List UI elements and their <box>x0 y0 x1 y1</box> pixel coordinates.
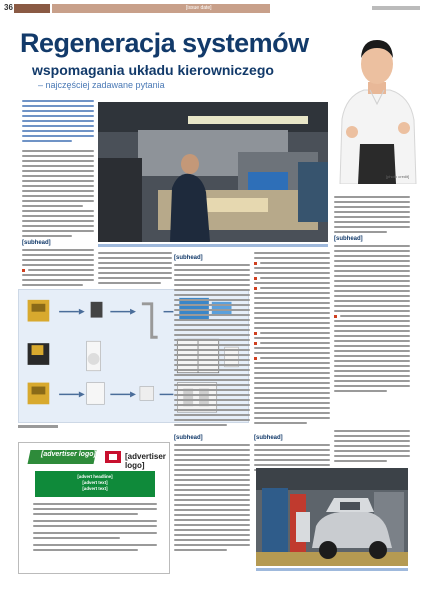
photo-credit: [photo credit] <box>386 174 410 179</box>
subhead: [subhead] <box>174 255 203 261</box>
photo-caption <box>256 568 408 571</box>
article-subtitle: wspomagania układu kierowniczego <box>32 62 274 78</box>
ad-banner <box>35 471 155 497</box>
body-column-3 <box>174 252 250 429</box>
subhead: [subhead] <box>22 240 51 246</box>
subhead: [subhead] <box>334 236 363 242</box>
ad-banner-line: [advert text] <box>82 486 108 491</box>
subhead: [subhead] <box>174 435 203 441</box>
partner-logo-text: [advertiser logo] <box>125 452 166 470</box>
lead-paragraph <box>22 100 94 145</box>
article-tagline: – najczęściej zadawane pytania <box>38 80 165 90</box>
body-column-6 <box>174 432 250 554</box>
page-header <box>0 0 432 16</box>
ad-body <box>33 503 157 554</box>
author-photo <box>330 24 424 184</box>
body-column-1 <box>22 150 94 289</box>
advertiser-logo-text: [advertiser logo] <box>41 451 96 458</box>
workshop-photo <box>98 102 328 242</box>
header-date: [issue date] <box>186 5 212 11</box>
body-column-5 <box>334 196 410 395</box>
photo-caption <box>98 244 328 247</box>
article-title: Regeneracja systemów <box>20 28 309 58</box>
subhead: [subhead] <box>254 435 283 441</box>
body-column-8 <box>334 430 410 465</box>
magazine-name <box>372 6 420 10</box>
diagram-caption <box>18 425 58 428</box>
page-number: 36 <box>4 3 13 12</box>
section-tag <box>14 4 50 13</box>
header-bar <box>52 4 270 13</box>
body-column-4 <box>254 252 330 427</box>
advertisement <box>18 442 170 574</box>
ad-banner-line: [advert headline] <box>77 474 113 479</box>
car-workshop-photo <box>256 468 408 566</box>
ad-banner-line: [advert text] <box>82 480 108 485</box>
body-column-2 <box>98 252 172 287</box>
